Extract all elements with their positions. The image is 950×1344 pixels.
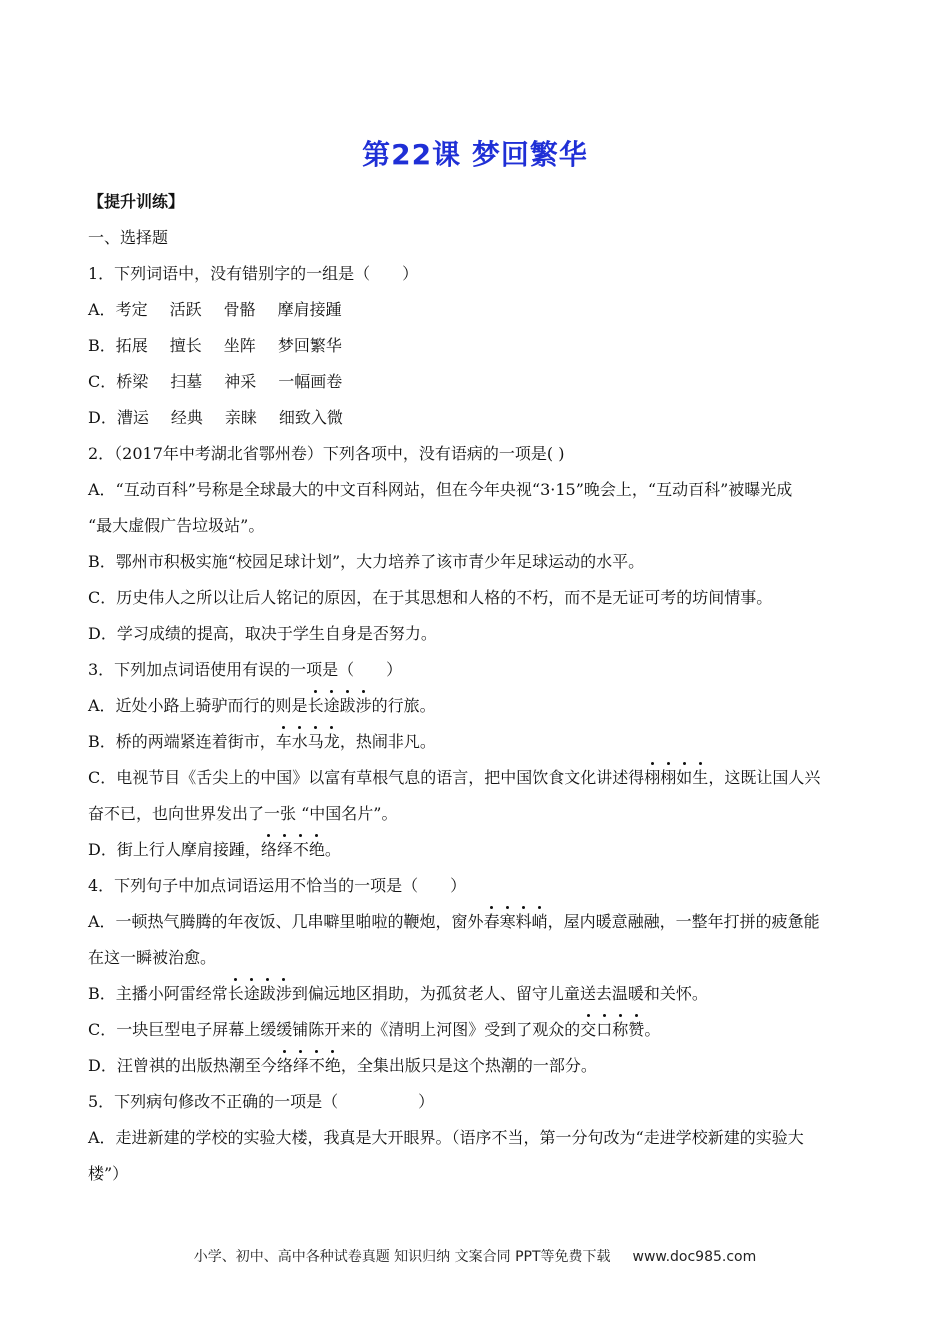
emphasis-char: 称 <box>612 1020 629 1039</box>
emphasis-char: 水 <box>291 732 308 751</box>
text-segment: B．桥的两端紧连着街市， <box>88 732 276 751</box>
text-segment: ，屋内暖意融融，一整年打拼的疲惫能 <box>547 912 820 931</box>
emphasis-char: 春 <box>483 912 500 931</box>
option-word: 活跃 <box>169 300 202 319</box>
question-2-option-a: A．“互动百科”号称是全球最大的中文百科网站，但在今年央视“3·15”晚会上，“互动百科”被曝光成 <box>88 480 793 499</box>
option-word: 擅长 <box>169 336 202 355</box>
page-title: 第22课 梦回繁华 <box>362 138 588 171</box>
emphasis-char: 长 <box>307 696 324 715</box>
question-1-option <box>88 336 868 356</box>
text-segment: 到偏远地区捐助，为孤贫老人、留守儿童送去温暖和关怀。 <box>291 984 708 1003</box>
section-heading: 【提升训练】 <box>88 192 185 211</box>
emphasis-char: 途 <box>243 984 260 1003</box>
emphasis-char: 峭 <box>531 912 548 931</box>
emphasis-char: 涉 <box>275 984 292 1003</box>
dotted-phrase <box>277 1056 341 1075</box>
text-segment: D．街上行人摩肩接踵， <box>88 840 261 859</box>
emphasis-char: 络 <box>276 1056 293 1075</box>
question-1-option <box>88 408 868 428</box>
text-segment: C．一块巨型电子屏幕上缓缓铺陈开来的《清明上河图》受到了观众的 <box>88 1020 581 1039</box>
text-segment: 。 <box>324 840 341 859</box>
dotted-phrase <box>644 768 708 787</box>
emphasis-char: 栩 <box>644 768 661 787</box>
text-segment: B．主播小阿雷经常 <box>88 984 228 1003</box>
question-4-stem: 4．下列句子中加点词语运用不恰当的一项是（ ） <box>88 876 467 895</box>
question-4-option-b <box>88 984 868 1004</box>
option-word: 骨骼 <box>223 300 256 319</box>
dotted-phrase <box>261 840 325 859</box>
emphasis-char: 马 <box>307 732 324 751</box>
text-segment: D．汪曾祺的出版热潮至今 <box>88 1056 277 1075</box>
emphasis-char: 不 <box>308 1056 325 1075</box>
question-5-option-a: A．走进新建的学校的实验大楼，我真是大开眼界。（语序不当，第一分句改为“走进学校新建的实验大 <box>88 1128 804 1147</box>
option-label: B． <box>88 336 116 355</box>
emphasis-char: 生 <box>692 768 709 787</box>
dotted-phrase <box>484 912 548 931</box>
option-word: 扫墓 <box>170 372 203 391</box>
emphasis-char: 龙 <box>323 732 340 751</box>
part-heading: 一、选择题 <box>88 228 169 247</box>
dotted-phrase <box>228 984 292 1003</box>
question-4-option-c <box>88 1020 868 1040</box>
question-3-option-a <box>88 696 868 716</box>
emphasis-char: 长 <box>227 984 244 1003</box>
emphasis-char: 跋 <box>339 696 356 715</box>
emphasis-char: 绎 <box>276 840 293 859</box>
text-segment: C．电视节目《舌尖上的中国》以富有草根气息的语言，把中国饮食文化讲述得 <box>88 768 645 787</box>
option-label: A． <box>88 300 116 319</box>
emphasis-char: 不 <box>292 840 309 859</box>
question-2-option-c: C．历史伟人之所以让后人铭记的原因，在于其思想和人格的不朽，而不是无证可考的坊间情事。 <box>88 588 773 607</box>
question-1-option <box>88 372 868 392</box>
option-word: 一幅画卷 <box>278 372 343 391</box>
question-5-stem: 5．下列病句修改不正确的一项是（ ） <box>88 1092 435 1111</box>
question-1-option <box>88 300 868 320</box>
emphasis-char: 交 <box>580 1020 597 1039</box>
emphasis-char: 口 <box>596 1020 613 1039</box>
option-word: 经典 <box>170 408 203 427</box>
dotted-phrase <box>308 696 372 715</box>
question-3-stem: 3．下列加点词语使用有误的一项是（ ） <box>88 660 403 679</box>
emphasis-char: 绝 <box>308 840 325 859</box>
option-word: 考定 <box>115 300 148 319</box>
option-label: D． <box>88 408 117 427</box>
text-segment: ，全集出版只是这个热潮的一部分。 <box>340 1056 597 1075</box>
emphasis-char: 栩 <box>660 768 677 787</box>
emphasis-char: 涉 <box>355 696 372 715</box>
question-2-option-a-cont: “最大虚假广告垃圾站”。 <box>88 516 265 535</box>
footer-text: 小学、初中、高中各种试卷真题 知识归纳 文案合同 PPT等免费下载 <box>193 1249 611 1265</box>
question-3-option-d <box>88 840 868 860</box>
text-segment: ，这既让国人兴 <box>708 768 821 787</box>
option-word: 梦回繁华 <box>277 336 342 355</box>
question-5-option-a-cont: 楼”） <box>88 1164 129 1183</box>
emphasis-char: 料 <box>515 912 532 931</box>
footer <box>0 1246 950 1266</box>
exercise-content <box>88 192 868 1200</box>
emphasis-char: 跋 <box>259 984 276 1003</box>
option-word: 摩肩接踵 <box>277 300 342 319</box>
option-label: C． <box>88 372 117 391</box>
question-4-option-a <box>88 912 868 932</box>
option-word: 桥梁 <box>116 372 149 391</box>
option-word: 坐阵 <box>223 336 256 355</box>
option-word: 神采 <box>224 372 257 391</box>
text-segment: 的行旅。 <box>371 696 436 715</box>
question-1-stem: 1．下列词语中，没有错别字的一组是（ ） <box>88 264 419 283</box>
emphasis-char: 如 <box>676 768 693 787</box>
emphasis-char: 绝 <box>324 1056 341 1075</box>
emphasis-char: 寒 <box>499 912 516 931</box>
text-segment: A．近处小路上骑驴而行的则是 <box>88 696 308 715</box>
question-2-option-d: D．学习成绩的提高，取决于学生自身是否努力。 <box>88 624 437 643</box>
dotted-phrase <box>580 1020 644 1039</box>
emphasis-char: 赞 <box>628 1020 645 1039</box>
text-segment: ，热闹非凡。 <box>339 732 436 751</box>
emphasis-char: 络 <box>260 840 277 859</box>
dotted-phrase <box>276 732 340 751</box>
question-4-option-d <box>88 1056 868 1076</box>
option-word: 漕运 <box>116 408 149 427</box>
option-word: 拓展 <box>115 336 148 355</box>
question-3-option-c-cont: 奋不已，也向世界发出了一张 “中国名片”。 <box>88 804 398 823</box>
option-word: 亲睐 <box>224 408 257 427</box>
emphasis-char: 车 <box>275 732 292 751</box>
question-2-option-b: B．鄂州市积极实施“校园足球计划”，大力培养了该市青少年足球运动的水平。 <box>88 552 645 571</box>
question-2-stem: 2．（2017年中考湖北省鄂州卷）下列各项中，没有语病的一项是( ) <box>88 444 565 463</box>
question-3-option-c <box>88 768 868 788</box>
emphasis-char: 途 <box>323 696 340 715</box>
option-word: 细致入微 <box>278 408 343 427</box>
question-4-option-a-cont: 在这一瞬被治愈。 <box>88 948 217 967</box>
emphasis-char: 绎 <box>292 1056 309 1075</box>
footer-url[interactable]: www.doc985.com <box>632 1249 757 1265</box>
question-3-option-b <box>88 732 868 752</box>
text-segment: A．一顿热气腾腾的年夜饭、几串噼里啪啦的鞭炮，窗外 <box>88 912 484 931</box>
text-segment: 。 <box>644 1020 661 1039</box>
